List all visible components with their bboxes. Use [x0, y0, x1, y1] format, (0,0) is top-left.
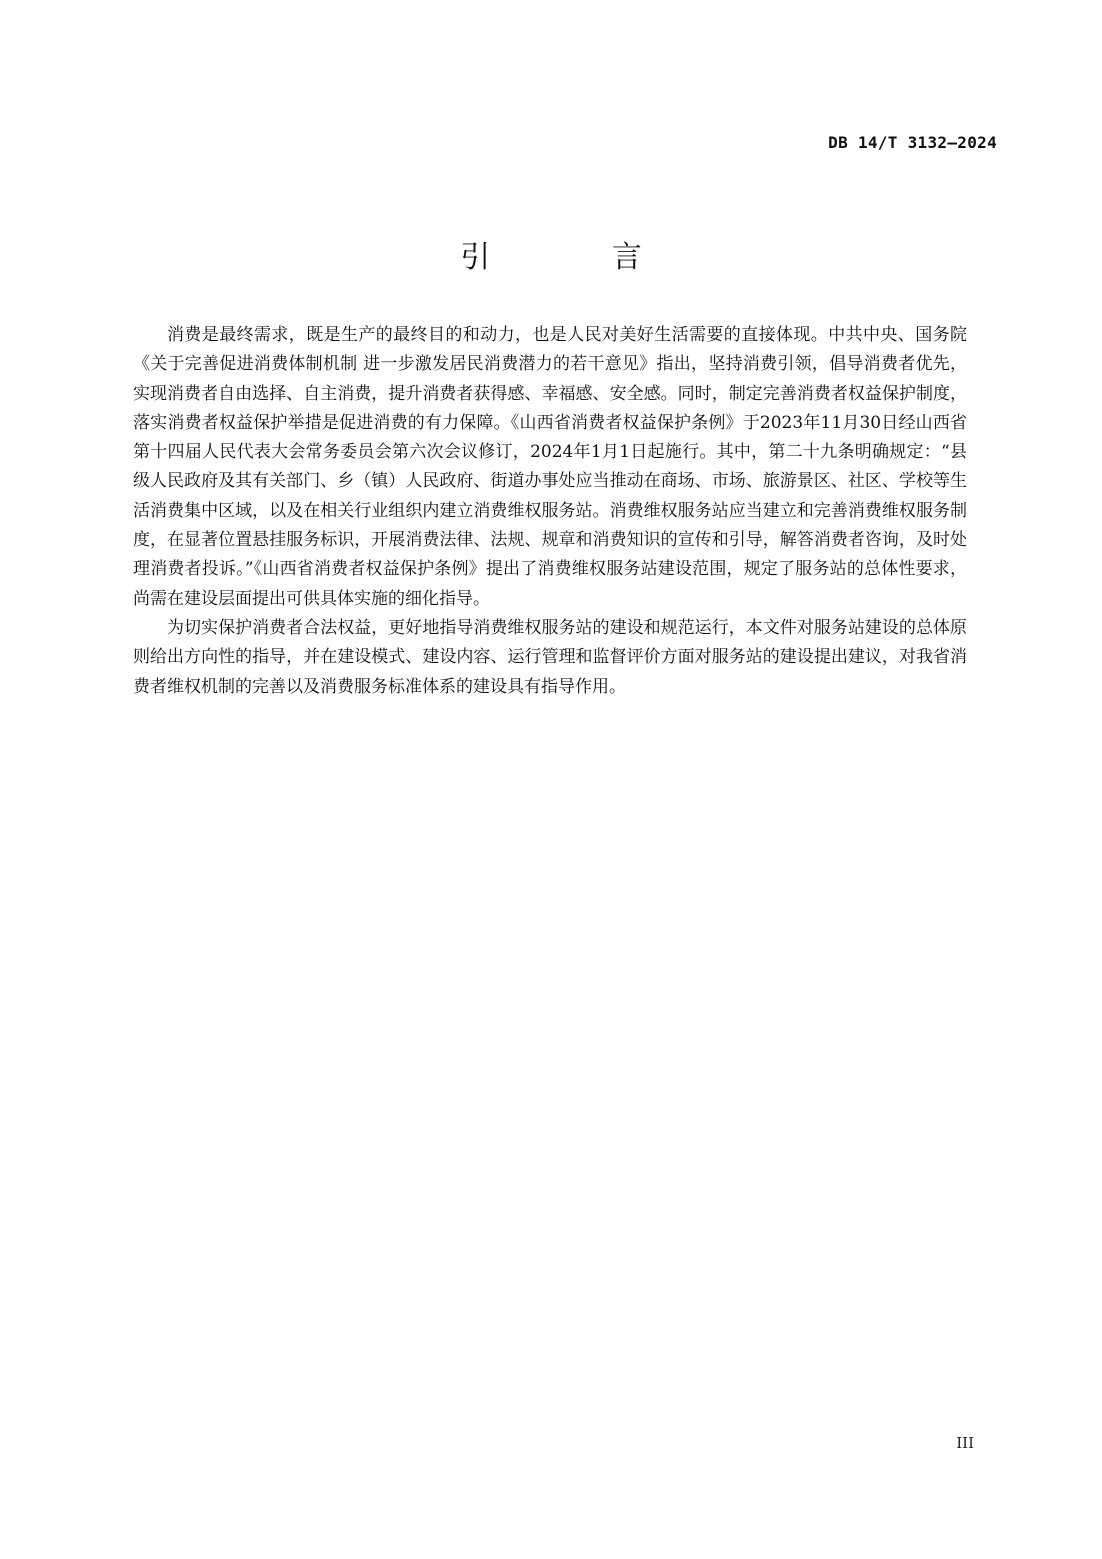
document-code: DB 14/T 3132—2024 [828, 133, 997, 152]
paragraph: 为切实保护消费者合法权益，更好地指导消费维权服务站的建设和规范运行，本文件对服务站建设的总体原则给出方向性的指导，并在建设模式、建设内容、运行管理和监督评价方面对服务站的建设提出建议，对我省消费者维权机制的完善以及消费服务标准体系的建设具有指导作用。 [133, 617, 967, 697]
page-number: III [956, 1434, 974, 1452]
section-title: 引 言 [460, 240, 698, 275]
paragraph: 消费是最终需求，既是生产的最终目的和动力，也是人民对美好生活需要的直接体现。中共中央、国务院《关于完善促进消费体制机制 进一步激发居民消费潜力的若干意见》指出，坚持消费引领，倡导消费者优先，实现消费者自由选择、自主消费，提升消费者获得感、幸福感、安全感。同时，制定完善消费者权益保护制度，落实消费者权益保护举措是促进消费的有力保障。《山西省消费者权益保护条例》于2023年11月30日经山西省第十四届人民代表大会常务委员会第六次会议修订，2024年1月1日起施行。其中，第二十九条明确规定：“县级人民政府及其有关部门、乡（镇）人民政府、街道办事处应当推动在商场、市场、旅游景区、社区、学校等生活消费集中区域，以及在相关行业组织内建立消费维权服务站。消费维权服务站应当建立和完善消费维权服务制度，在显著位置悬挂服务标识，开展消费法律、法规、规章和消费知识的宣传和引导，解答消费者咨询，及时处理消费者投诉。”《山西省消费者权益保护条例》提出了消费维权服务站建设范围，规定了服务站的总体性要求，尚需在建设层面提出可供具体实施的细化指导。 [133, 325, 967, 609]
body-text [133, 321, 967, 702]
